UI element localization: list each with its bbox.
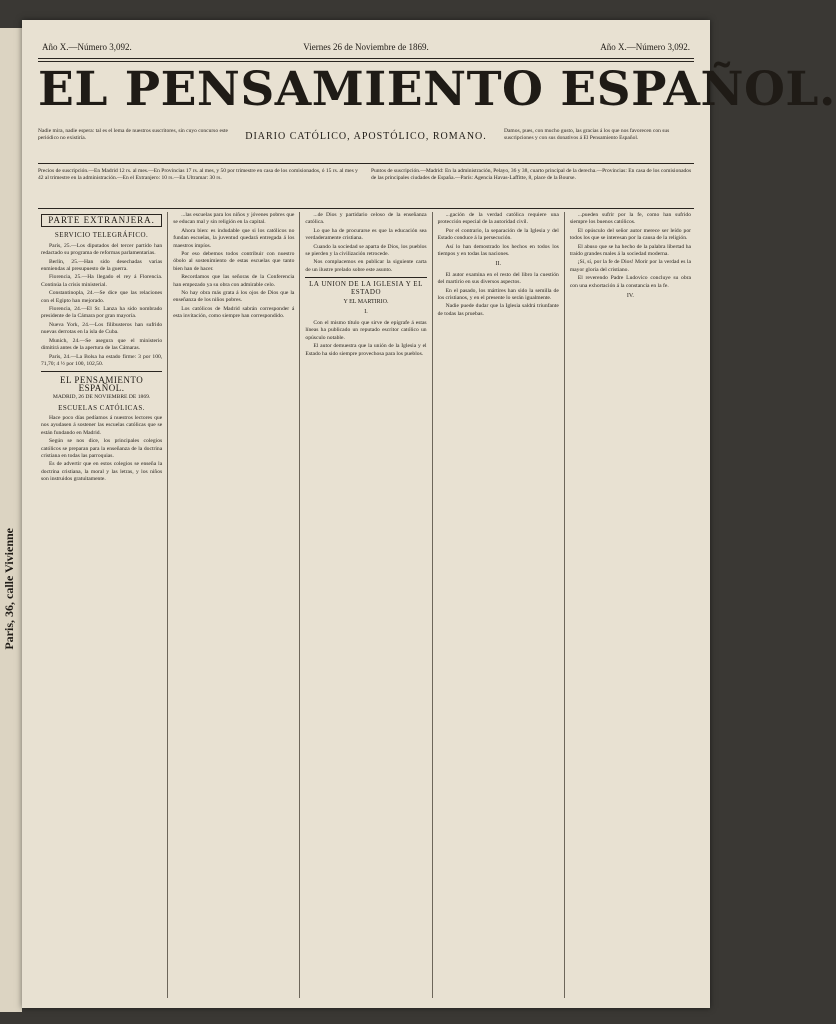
news-item: Constantinopla, 24.—Se dice que las relaciones con el Egipto han mejorado. xyxy=(41,290,163,304)
info-rule-top xyxy=(38,163,694,164)
article-paragraph: El abuso que se ha hecho de la palabra libertad ha traído grandes males á la sociedad moderna. xyxy=(569,243,692,258)
issue-number-left: Año X.—Número 3,092. xyxy=(42,42,132,52)
masthead-subrow xyxy=(38,128,694,158)
column-5 xyxy=(565,212,696,998)
article-paragraph: No hay obra más grata á los ojos de Dios que la enseñanza de los niños pobres. xyxy=(173,290,295,304)
article-paragraph: Cuando la sociedad se aparta de Dios, los pueblos se pierden y la civilización retrocede. xyxy=(305,243,427,258)
news-item: Nueva York, 24.—Los filibusteros han sufrido nuevas derrotas en la isla de Cuba. xyxy=(41,321,163,336)
column-2 xyxy=(168,212,300,998)
article-paragraph: ...gación de la verdad católica requiere una protección especial de la autoridad civil. xyxy=(437,212,559,226)
top-rule xyxy=(38,58,694,59)
article-paragraph: En el pasado, los mártires han sido la semilla de los cristianos, y en el presente lo serán igualmente. xyxy=(437,287,559,302)
article-paragraph: Ahora bien: es indudable que si los católicos no fundan escuelas, la juventud quedará entregada á los maestros impíos. xyxy=(173,227,295,249)
article-paragraph: Por eso debemos todos contribuir con nuestro óbolo al sostenimiento de estas escuelas que tanto bien han de hacer. xyxy=(173,251,295,272)
article-paragraph: El reverendo Padre Ludovico concluye su obra con una exhortación á la constancia en la fe. xyxy=(569,275,692,289)
section-numeral: II. xyxy=(495,261,501,268)
subscription-prices: Precios de suscripción.—En Madrid 12 rs. al mes.—En Provincias 17 rs. al mes, y 50 por trimestre en casa de los comisionados, ó 15 rs. al mes y 42 al trimestre en la administración.—En el Extranjero: 10 rs.—En Ultramar: 30 rs. xyxy=(38,168,358,181)
news-item: Florencia, 25.—Ha llegado el rey á Florencia. Continúa la crisis ministerial. xyxy=(41,274,163,288)
article-subtitle: Y EL MARTIRIO. xyxy=(343,299,389,306)
tagline: DIARIO CATÓLICO, APOSTÓLICO, ROMANO. xyxy=(245,131,487,142)
issue-date: Viernes 26 de Noviembre de 1869. xyxy=(303,42,429,52)
right-note: Damos, pues, con mucho gusto, las gracias á los que nos favorecen con sus suscripciones y con sus donativos á El Pensamiento Español. xyxy=(504,128,670,141)
previous-page-edge-text: Paris, 36, calle Vivienne xyxy=(2,528,16,650)
news-item: París, 24.—La Bolsa ha estado firme: 3 por 100, 71,70; 4 ½ por 100, 102,50. xyxy=(41,353,163,367)
text-columns xyxy=(36,212,696,998)
news-item: Munich, 24.—Se asegura que el ministerio dimitirá antes de la apertura de las Cámaras. xyxy=(41,337,163,352)
news-item: París, 25.—Los diputados del tercer partido han redactado su programa de reformas parlamentarias. xyxy=(41,242,163,257)
foreign-news-title: PARTE EXTRANJERA. xyxy=(41,214,162,227)
section-divider xyxy=(41,371,162,372)
section-numeral: I. xyxy=(364,309,368,316)
article-paragraph: Recordamos que las señoras de la Conferencia han empezado ya su obra con admirable celo. xyxy=(173,274,295,288)
article-paragraph: ¡Sí, sí, por la fe de Dios! Morir por la verdad es la mayor gloria del cristiano. xyxy=(569,259,692,273)
article-paragraph: Los católicos de Madrid sabrán corresponder á esta invitación, como siempre han correspondido. xyxy=(173,305,295,320)
section-divider xyxy=(305,277,426,278)
info-rule-bottom xyxy=(38,208,694,209)
dateline: MADRID, 26 DE NOVIEMBRE DE 1869. xyxy=(52,394,151,401)
article-paragraph: Así lo han demostrado los hechos en todos los tiempos y en todas las naciones. xyxy=(437,243,559,258)
news-item: Berlín, 25.—Han sido desechadas varias enmiendas al presupuesto de la guerra. xyxy=(41,258,163,273)
article-paragraph: Lo que ha de procurarse es que la educación sea verdaderamente cristiana. xyxy=(305,227,427,242)
article-paragraph: El opúsculo del señor autor merece ser leído por todos los que se interesan por la causa de la religión. xyxy=(569,227,692,242)
article-paragraph: Según se nos dice, los principales colegios católicos se preparan para la enseñanza de la doctrina cristiana en todas las parroquias. xyxy=(41,438,163,459)
paper-section-title: EL PENSAMIENTO ESPAÑOL. xyxy=(59,375,144,393)
article-paragraph: Nos complacemos en publicar la siguiente carta de un ilustre prelado sobre este asunto. xyxy=(305,259,427,273)
issue-line xyxy=(42,42,690,52)
article-paragraph: El autor examina en el resto del libro la cuestión del martirio en sus diversos aspectos. xyxy=(437,271,559,286)
telegraph-service-title: SERVICIO TELEGRÁFICO. xyxy=(54,231,149,240)
issue-number-right: Año X.—Número 3,092. xyxy=(600,42,690,52)
info-bar xyxy=(38,168,694,206)
article-paragraph: Nadie puede dudar que la Iglesia saldrá triunfante de todas las pruebas. xyxy=(437,303,559,317)
article-paragraph: ...pueden sufrir por la fe, como han sufrido siempre los buenos católicos. xyxy=(569,212,692,226)
left-note: Nadie mira, nadie espera: tal es el lema de nuestros suscritores, sin cuyo concurso este periódico no existiría. xyxy=(38,128,228,141)
newspaper-page xyxy=(22,20,836,1008)
news-item: Florencia, 24.—El Sr. Lanza ha sido nombrado presidente de la Cámara por gran mayoría. xyxy=(41,306,163,320)
article-paragraph: Con el mismo título que sirve de epígrafe á estas líneas ha publicado un reputado escritor católico un opúsculo notable. xyxy=(305,319,427,341)
schools-title: ESCUELAS CATÓLICAS. xyxy=(58,403,146,412)
subscription-points: Puntos de suscripción.—Madrid: En la administración, Pelayo, 36 y 38, cuarto principal de la derecha.—Provincias: En casa de los comisionados de las principales ciudades de España.—París: Agencia Havas-Laffitte, 8, place de la Bourse. xyxy=(371,168,692,181)
article-paragraph: El autor demuestra que la unión de la Iglesia y el Estado ha sido siempre provechosa para los pueblos. xyxy=(305,343,427,357)
section-numeral: IV. xyxy=(626,293,634,300)
article-paragraph: Hace poco días pedíamos á nuestros lectores que nos ayudasen á sostener las escuelas católicas que se están fundando en Madrid. xyxy=(41,414,163,436)
article-paragraph: Por el contrario, la separación de la Iglesia y del Estado conduce á la persecución. xyxy=(437,227,559,242)
article-paragraph: Es de advertir que en estos colegios se enseña la doctrina cristiana, la moral y las letras, y los niños son instruidos gratuitamente. xyxy=(41,461,163,483)
column-4 xyxy=(433,212,565,998)
article-title: LA UNION DE LA IGLESIA Y EL ESTADO xyxy=(309,280,423,296)
previous-page-edge xyxy=(0,28,22,1012)
column-3 xyxy=(300,212,432,998)
article-paragraph: ...de Dios y partidario celoso de la enseñanza católica. xyxy=(305,212,427,226)
column-1 xyxy=(36,212,168,998)
masthead-title: EL PENSAMIENTO ESPAÑOL. xyxy=(38,62,836,117)
article-paragraph: ...las escuelas para los niños y jóvenes pobres que se educan mal y sin religión en la capital. xyxy=(173,212,295,226)
